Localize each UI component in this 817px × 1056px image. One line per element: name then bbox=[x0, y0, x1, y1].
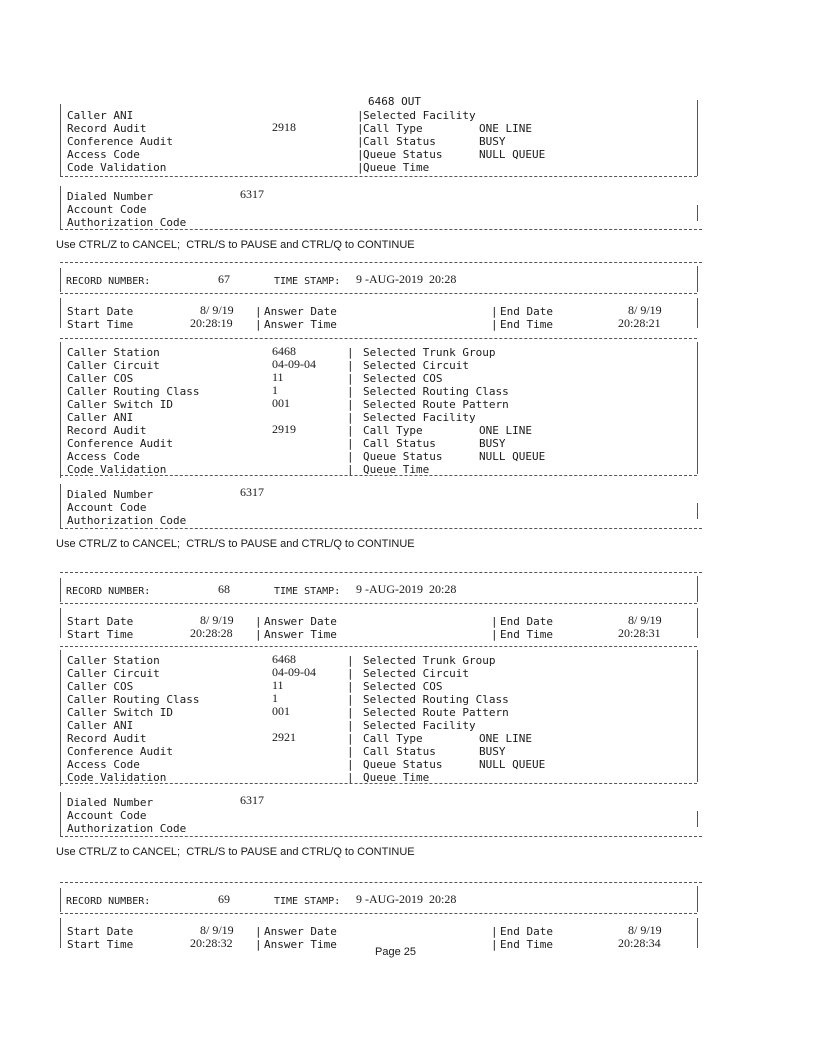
caller-field-label: Code Validation bbox=[67, 771, 167, 784]
divider-line bbox=[60, 783, 697, 784]
vertical-border bbox=[60, 268, 61, 292]
separator: | bbox=[347, 758, 354, 771]
vertical-border bbox=[60, 578, 61, 602]
separator: | bbox=[357, 122, 364, 135]
divider-line bbox=[60, 528, 702, 529]
caller-field-value: 2919 bbox=[272, 422, 296, 436]
selected-field-label: Queue Status bbox=[363, 758, 443, 771]
separator: | bbox=[347, 719, 354, 732]
vertical-border bbox=[60, 792, 61, 836]
vertical-border bbox=[60, 342, 61, 478]
separator: | bbox=[491, 318, 498, 331]
end-date-label: End Date bbox=[500, 305, 553, 318]
separator: | bbox=[347, 359, 354, 372]
start-time-value: 20:28:28 bbox=[190, 626, 233, 640]
vertical-border bbox=[60, 918, 61, 948]
selected-field-label: Selected Routing Class bbox=[363, 385, 509, 398]
separator: | bbox=[357, 135, 364, 148]
vertical-border bbox=[60, 484, 61, 528]
field-label: Code Validation bbox=[67, 161, 167, 174]
start-time-value: 20:28:32 bbox=[190, 936, 233, 950]
vertical-border bbox=[697, 576, 698, 602]
account-code-label: Account Code bbox=[67, 809, 147, 822]
start-time-label: Start Time bbox=[67, 318, 134, 331]
caller-field-label: Record Audit bbox=[67, 424, 147, 437]
field-label: Queue Time bbox=[363, 161, 430, 174]
separator: | bbox=[347, 693, 354, 706]
selected-field-label: Selected COS bbox=[363, 372, 443, 385]
divider-line bbox=[60, 262, 702, 263]
vertical-border bbox=[60, 298, 61, 328]
vertical-border bbox=[60, 104, 61, 176]
separator: | bbox=[347, 745, 354, 758]
end-date-value: 8/ 9/19 bbox=[628, 613, 662, 627]
selected-field-label: Call Status bbox=[363, 437, 436, 450]
end-time-value: 20:28:31 bbox=[618, 626, 661, 640]
separator: | bbox=[347, 680, 354, 693]
divider-line bbox=[60, 475, 697, 476]
time-stamp-label: TIME STAMP: bbox=[274, 276, 341, 287]
selected-field-value: ONE LINE bbox=[479, 424, 532, 437]
dialed-number-value: 6317 bbox=[240, 793, 264, 807]
selected-field-label: Selected Facility bbox=[363, 411, 476, 424]
start-date-label: Start Date bbox=[67, 925, 134, 938]
separator: | bbox=[255, 628, 262, 641]
field-label: Conference Audit bbox=[67, 135, 173, 148]
divider-line bbox=[60, 913, 697, 914]
separator: | bbox=[357, 109, 364, 122]
answer-date-label: Answer Date bbox=[264, 925, 337, 938]
start-time-label: Start Time bbox=[67, 628, 134, 641]
dialed-number-label: Dialed Number bbox=[67, 796, 154, 809]
start-date-label: Start Date bbox=[67, 615, 134, 628]
selected-field-label: Call Type bbox=[363, 424, 423, 437]
separator: | bbox=[347, 463, 354, 476]
divider-line bbox=[60, 646, 697, 647]
selected-field-label: Queue Time bbox=[363, 463, 430, 476]
vertical-border bbox=[697, 503, 698, 519]
end-time-label: End Time bbox=[500, 318, 553, 331]
start-date-label: Start Date bbox=[67, 305, 134, 318]
caller-field-label: Caller Routing Class bbox=[67, 385, 200, 398]
selected-field-label: Call Status bbox=[363, 745, 436, 758]
caller-field-label: Access Code bbox=[67, 758, 140, 771]
separator: | bbox=[347, 667, 354, 680]
selected-field-value: BUSY bbox=[479, 745, 506, 758]
caller-field-value: 2921 bbox=[272, 730, 296, 744]
caller-field-value: 11 bbox=[272, 370, 284, 384]
separator: | bbox=[255, 938, 262, 951]
separator: | bbox=[255, 615, 262, 628]
separator: | bbox=[347, 654, 354, 667]
caller-field-label: Record Audit bbox=[67, 732, 147, 745]
dialed-number-value: 6317 bbox=[240, 187, 264, 201]
divider-line bbox=[60, 229, 702, 230]
separator: | bbox=[255, 925, 262, 938]
caller-field-value: 04-09-04 bbox=[272, 665, 316, 679]
selected-field-label: Selected Trunk Group bbox=[363, 654, 496, 667]
vertical-border bbox=[697, 205, 698, 221]
caller-field-value: 001 bbox=[272, 704, 290, 718]
answer-time-label: Answer Time bbox=[264, 628, 337, 641]
field-label: Selected Facility bbox=[363, 109, 476, 122]
caller-field-label: Conference Audit bbox=[67, 745, 173, 758]
separator: | bbox=[357, 161, 364, 174]
field-label: Access Code bbox=[67, 148, 140, 161]
caller-field-label: Caller ANI bbox=[67, 719, 134, 732]
selected-field-label: Selected Circuit bbox=[363, 667, 469, 680]
end-time-value: 20:28:34 bbox=[618, 936, 661, 950]
field-value: ONE LINE bbox=[479, 122, 532, 135]
caller-field-label: Caller ANI bbox=[67, 411, 134, 424]
record-number-value: 67 bbox=[218, 272, 230, 286]
continue-instruction: Use CTRL/Z to CANCEL; CTRL/S to PAUSE and CTRL/Q to CONTINUE bbox=[56, 239, 415, 251]
field-value: 2918 bbox=[272, 120, 296, 134]
separator: | bbox=[255, 318, 262, 331]
vertical-border bbox=[697, 342, 698, 474]
field-label: Call Status bbox=[363, 135, 436, 148]
account-code-label: Account Code bbox=[67, 501, 147, 514]
caller-field-label: Code Validation bbox=[67, 463, 167, 476]
caller-field-label: Access Code bbox=[67, 450, 140, 463]
caller-field-value: 6468 bbox=[272, 652, 296, 666]
separator: | bbox=[491, 628, 498, 641]
vertical-border bbox=[697, 608, 698, 638]
caller-field-value: 001 bbox=[272, 396, 290, 410]
vertical-border bbox=[697, 100, 698, 176]
selected-field-label: Selected Facility bbox=[363, 719, 476, 732]
time-stamp-label: TIME STAMP: bbox=[274, 586, 341, 597]
authorization-code-label: Authorization Code bbox=[67, 822, 187, 835]
selected-field-value: ONE LINE bbox=[479, 732, 532, 745]
divider-line bbox=[60, 836, 702, 837]
caller-field-value: 04-09-04 bbox=[272, 357, 316, 371]
answer-time-label: Answer Time bbox=[264, 938, 337, 951]
authorization-code-label: Authorization Code bbox=[67, 514, 187, 527]
vertical-border bbox=[697, 298, 698, 328]
separator: | bbox=[347, 771, 354, 784]
answer-date-label: Answer Date bbox=[264, 615, 337, 628]
facility-value: 6468 OUT bbox=[368, 95, 421, 108]
answer-time-label: Answer Time bbox=[264, 318, 337, 331]
selected-field-label: Selected Route Pattern bbox=[363, 398, 509, 411]
selected-field-label: Selected Route Pattern bbox=[363, 706, 509, 719]
end-date-value: 8/ 9/19 bbox=[628, 923, 662, 937]
separator: | bbox=[347, 424, 354, 437]
separator: | bbox=[347, 437, 354, 450]
start-date-value: 8/ 9/19 bbox=[200, 923, 234, 937]
caller-field-label: Caller Circuit bbox=[67, 667, 160, 680]
record-number-value: 68 bbox=[218, 582, 230, 596]
separator: | bbox=[347, 372, 354, 385]
vertical-border bbox=[697, 886, 698, 912]
record-number-value: 69 bbox=[218, 892, 230, 906]
end-time-value: 20:28:21 bbox=[618, 316, 661, 330]
selected-field-label: Call Type bbox=[363, 732, 423, 745]
caller-field-label: Caller Routing Class bbox=[67, 693, 200, 706]
separator: | bbox=[347, 346, 354, 359]
start-time-label: Start Time bbox=[67, 938, 134, 951]
time-stamp-value: 9 -AUG-2019 20:28 bbox=[356, 892, 457, 906]
vertical-border bbox=[697, 811, 698, 827]
time-stamp-value: 9 -AUG-2019 20:28 bbox=[356, 582, 457, 596]
separator: | bbox=[255, 305, 262, 318]
field-value: NULL QUEUE bbox=[479, 148, 546, 161]
separator: | bbox=[347, 398, 354, 411]
record-number-label: RECORD NUMBER: bbox=[66, 896, 151, 907]
caller-field-label: Caller COS bbox=[67, 680, 134, 693]
field-label: Record Audit bbox=[67, 122, 147, 135]
separator: | bbox=[491, 925, 498, 938]
vertical-border bbox=[60, 650, 61, 786]
dialed-number-label: Dialed Number bbox=[67, 488, 154, 501]
selected-field-label: Selected Circuit bbox=[363, 359, 469, 372]
selected-field-label: Selected COS bbox=[363, 680, 443, 693]
caller-field-label: Caller Switch ID bbox=[67, 706, 173, 719]
separator: | bbox=[347, 732, 354, 745]
dialed-number-value: 6317 bbox=[240, 485, 264, 499]
separator: | bbox=[347, 706, 354, 719]
field-value: BUSY bbox=[479, 135, 506, 148]
continue-instruction: Use CTRL/Z to CANCEL; CTRL/S to PAUSE and CTRL/Q to CONTINUE bbox=[56, 846, 415, 858]
end-date-label: End Date bbox=[500, 925, 553, 938]
caller-field-label: Caller Station bbox=[67, 654, 160, 667]
selected-field-label: Queue Status bbox=[363, 450, 443, 463]
end-time-label: End Time bbox=[500, 628, 553, 641]
divider-line bbox=[60, 572, 702, 573]
divider-line bbox=[60, 882, 702, 883]
selected-field-label: Selected Trunk Group bbox=[363, 346, 496, 359]
caller-field-value: 1 bbox=[272, 383, 278, 397]
divider-line bbox=[60, 603, 697, 604]
caller-field-label: Conference Audit bbox=[67, 437, 173, 450]
end-date-label: End Date bbox=[500, 615, 553, 628]
divider-line bbox=[60, 338, 697, 339]
continue-instruction: Use CTRL/Z to CANCEL; CTRL/S to PAUSE and CTRL/Q to CONTINUE bbox=[56, 538, 415, 550]
end-time-label: End Time bbox=[500, 938, 553, 951]
separator: | bbox=[357, 148, 364, 161]
end-date-value: 8/ 9/19 bbox=[628, 303, 662, 317]
start-date-value: 8/ 9/19 bbox=[200, 303, 234, 317]
caller-field-label: Caller Switch ID bbox=[67, 398, 173, 411]
caller-field-label: Caller Circuit bbox=[67, 359, 160, 372]
vertical-border bbox=[697, 918, 698, 948]
divider-line bbox=[60, 176, 697, 177]
caller-field-label: Caller Station bbox=[67, 346, 160, 359]
page-number: Page 25 bbox=[375, 946, 416, 958]
time-stamp-label: TIME STAMP: bbox=[274, 896, 341, 907]
selected-field-value: NULL QUEUE bbox=[479, 758, 546, 771]
start-time-value: 20:28:19 bbox=[190, 316, 233, 330]
separator: | bbox=[491, 938, 498, 951]
separator: | bbox=[347, 385, 354, 398]
separator: | bbox=[347, 450, 354, 463]
field-label: Caller ANI bbox=[67, 109, 134, 122]
dialed-number-label: Dialed Number bbox=[67, 190, 154, 203]
selected-field-value: NULL QUEUE bbox=[479, 450, 546, 463]
record-number-label: RECORD NUMBER: bbox=[66, 586, 151, 597]
divider-line bbox=[60, 293, 697, 294]
caller-field-value: 1 bbox=[272, 691, 278, 705]
selected-field-label: Selected Routing Class bbox=[363, 693, 509, 706]
record-number-label: RECORD NUMBER: bbox=[66, 276, 151, 287]
account-code-label: Account Code bbox=[67, 203, 147, 216]
authorization-code-label: Authorization Code bbox=[67, 216, 187, 229]
vertical-border bbox=[697, 266, 698, 292]
vertical-border bbox=[60, 186, 61, 230]
vertical-border bbox=[697, 650, 698, 782]
caller-field-value: 11 bbox=[272, 678, 284, 692]
separator: | bbox=[491, 305, 498, 318]
separator: | bbox=[491, 615, 498, 628]
field-label: Call Type bbox=[363, 122, 423, 135]
vertical-border bbox=[60, 608, 61, 638]
field-label: Queue Status bbox=[363, 148, 443, 161]
vertical-border bbox=[60, 888, 61, 912]
separator: | bbox=[347, 411, 354, 424]
start-date-value: 8/ 9/19 bbox=[200, 613, 234, 627]
selected-field-label: Queue Time bbox=[363, 771, 430, 784]
answer-date-label: Answer Date bbox=[264, 305, 337, 318]
time-stamp-value: 9 -AUG-2019 20:28 bbox=[356, 272, 457, 286]
caller-field-value: 6468 bbox=[272, 344, 296, 358]
selected-field-value: BUSY bbox=[479, 437, 506, 450]
caller-field-label: Caller COS bbox=[67, 372, 134, 385]
